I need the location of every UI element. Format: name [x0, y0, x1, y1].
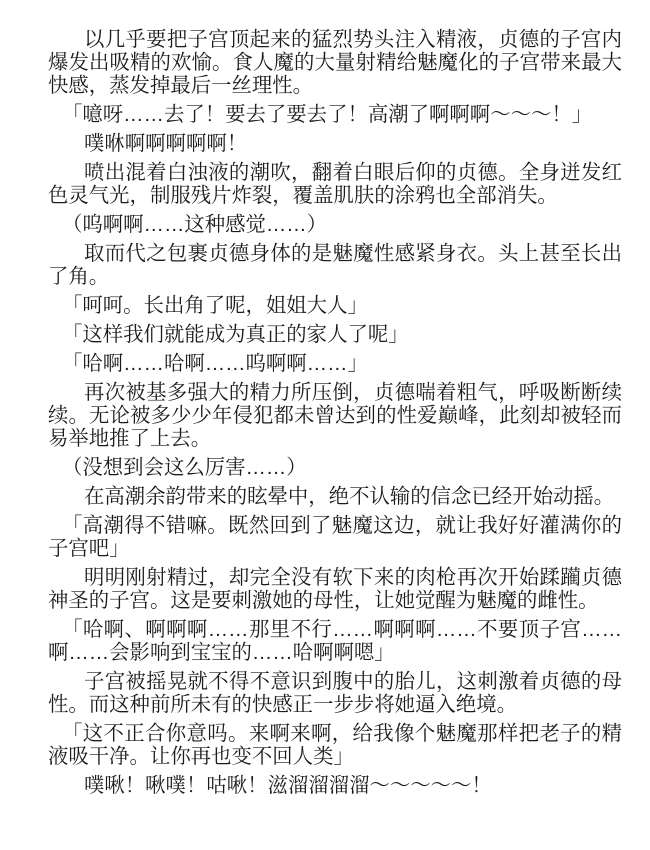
paragraph: 「这样我们就能成为真正的家人了呢」 [62, 324, 409, 346]
paragraph: 噗啾！啾噗！咕啾！滋溜溜溜溜～～～～～！ [84, 775, 492, 797]
paragraph: （没想到会这么厉害……） [62, 457, 307, 479]
paragraph: （呜啊啊……这种感觉……） [62, 214, 328, 236]
paragraph: 「高潮得不错嘛。既然回到了魅魔这边，就让我好好灌满你的子宫吧」 [48, 515, 622, 560]
paragraph: 「呵呵。长出角了呢，姐姐大人」 [62, 295, 368, 317]
paragraph: 「这不正合你意吗。来啊来啊，给我像个魅魔那样把老子的精液吸干净。让你再也变不回人类」 [48, 723, 622, 768]
paragraph: 噗咻啊啊啊啊啊！ [84, 133, 248, 155]
paragraph: 喷出混着白浊液的潮吹，翻着白眼后仰的贞德。全身迸发红色灵气光，制服残片炸裂，覆盖肌肤的涂鸦也全部消失。 [48, 162, 622, 207]
paragraph: 「噫呀……去了！要去了要去了！高潮了啊啊啊～～～！」 [62, 104, 593, 126]
paragraph: 取而代之包裹贞德身体的是魅魔性感紧身衣。头上甚至长出了角。 [48, 243, 622, 288]
paragraph: 「哈啊……哈啊……呜啊啊……」 [62, 353, 368, 375]
paragraph: 再次被基多强大的精力所压倒，贞德喘着粗气，呼吸断断续续。无论被多少少年侵犯都未曾达到的性爱巅峰，此刻却被轻而易举地推了上去。 [48, 382, 622, 450]
paragraph: 「哈啊、啊啊啊……那里不行……啊啊啊……不要顶子宫……啊……会影响到宝宝的……哈啊啊嗯」 [48, 619, 622, 664]
paragraph: 明明刚射精过，却完全没有软下来的肉枪再次开始蹂躏贞德神圣的子宫。这是要刺激她的母性，让她觉醒为魅魔的雌性。 [48, 567, 622, 612]
paragraph: 以几乎要把子宫顶起来的猛烈势头注入精液，贞德的子宫内爆发出吸精的欢愉。食人魔的大量射精给魅魔化的子宫带来最大快感，蒸发掉最后一丝理性。 [48, 29, 622, 97]
paragraph: 在高潮余韵带来的眩晕中，绝不认输的信念已经开始动摇。 [84, 486, 615, 508]
text-content [48, 29, 622, 798]
paragraph: 子宫被摇晃就不得不意识到腹中的胎儿，这刺激着贞德的母性。而这种前所未有的快感正一步步将她逼入绝境。 [48, 671, 622, 716]
